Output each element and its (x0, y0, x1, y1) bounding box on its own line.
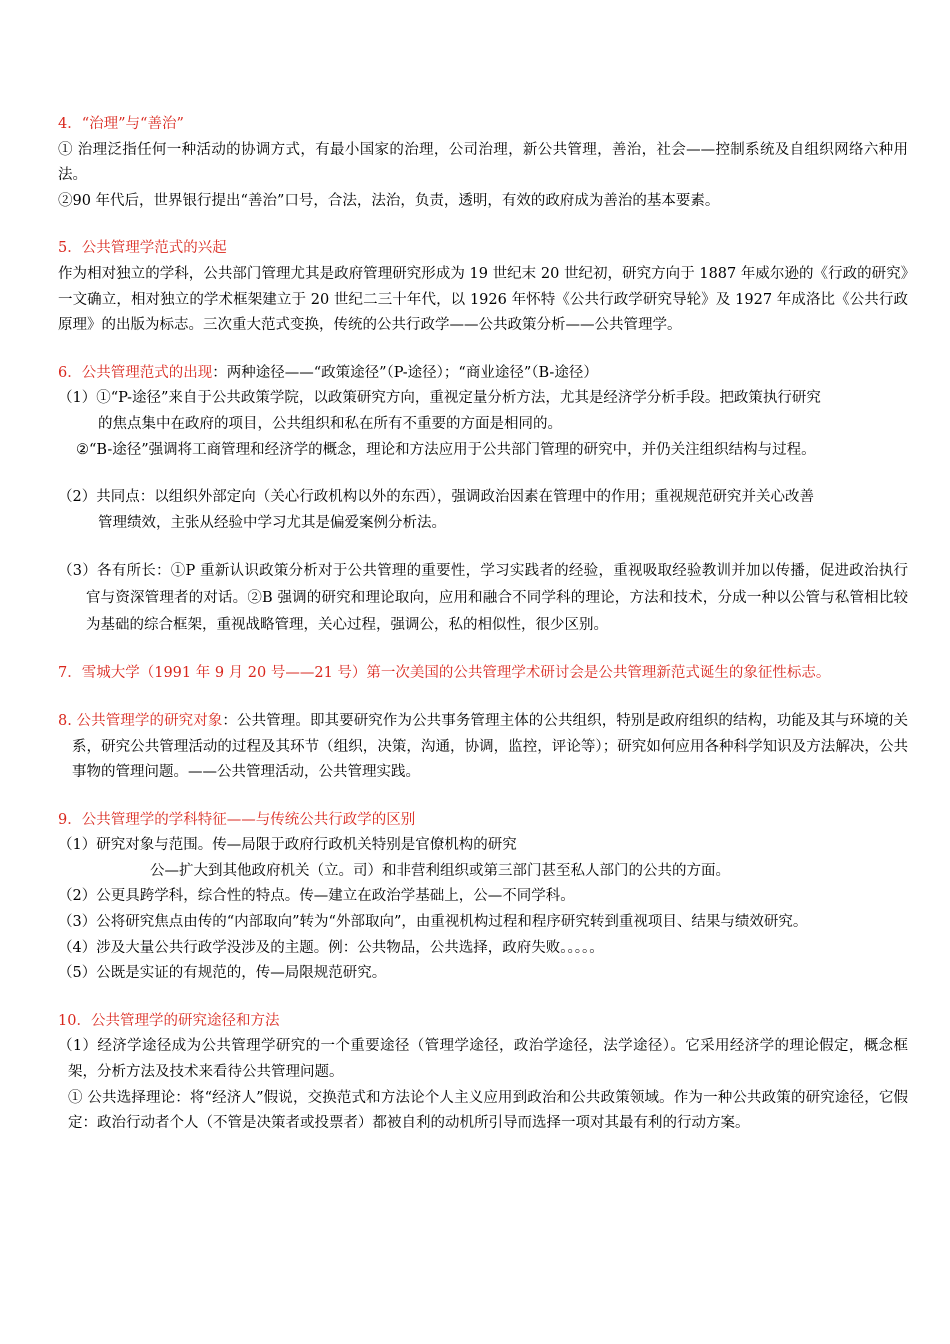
list-item: 公—扩大到其他政府机关（立。司）和非营利组织或第三部门甚至私人部门的公共的方面。 (150, 862, 730, 879)
paragraph: （1）①“P-途径”来自于公共政策学院，以政策研究方向，重视定量分析方法，尤其是经济学分析手段。把政策执行研究 (58, 390, 821, 407)
section-heading: 8. 公共管理学的研究对象 (58, 712, 223, 729)
paragraph: ②“B-途径”强调将工商管理和经济学的概念，理论和方法应用于公共部门管理的研究中，并仍关注组织结构与过程。 (76, 441, 816, 458)
paragraph (58, 709, 908, 786)
paragraph: 作为相对独立的学科，公共部门管理尤其是政府管理研究形成为 19 世纪末 20 世纪初，研究方向于 1887 年威尔逊的《行政的研究》一文确立，相对独立的学术框架建立于 20 世纪二三十年代，以 1926 年怀特《公共行政学研究导轮》及 1927 年成洛比《公共行政原理》的出版为标志。三次重大范式变换，传统的公共行政学——公共政策分析——公共管理学。 (58, 265, 908, 334)
paragraph: （3）各有所长：①P 重新认识政策分析对于公共管理的重要性，学习实践者的经验，重视吸取经验教训并加以传播，促进政治执行官与资深管理者的对话。②B 强调的研究和理论取向，应用和融合不同学科的理论，方法和技术，分成一种以公管与私管相比较为基础的综合框架，重视战略管理，关心过程，强调公，私的相似性，很少区别。 (58, 563, 908, 634)
section-heading: 7．雪城大学（1991 年 9 月 20 号——21 号）第一次美国的公共管理学术研讨会是公共管理新范式诞生的象征性标志。 (58, 665, 831, 682)
section-7 (58, 661, 908, 687)
paragraph: （2）共同点：以组织外部定向（关心行政机构以外的东西），强调政治因素在管理中的作用；重视规范研究并关心改善 (58, 489, 814, 506)
paragraph-continuation: 的焦点集中在政府的项目，公共组织和私在所有不重要的方面是相同的。 (98, 415, 562, 432)
list-item: （3）公将研究焦点由传的“内部取向”转为“外部取向”，由重视机构过程和程序研究转到重视项目、结果与绩效研究。 (58, 914, 808, 931)
section-5 (58, 236, 908, 338)
section-heading: 6．公共管理范式的出现 (58, 364, 213, 381)
section-heading-rest: ：公共管理。即其要研究作为公共事务管理主体的公共组织，特别是政府组织的结构，功能及其与环境的关系，研究公共管理活动的过程及其环节（组织，决策，沟通，协调，监控，评论等）；研究如何应用各种科学知识及方法解决，公共事物的管理问题。——公共管理活动，公共管理实践。 (72, 712, 908, 781)
list-item: （5）公既是实证的有规范的，传—局限规范研究。 (58, 965, 387, 982)
list-item: （4）涉及大量公共行政学没涉及的主题。例：公共物品，公共选择，政府失败。。。。。 (58, 939, 604, 956)
section-4 (58, 112, 908, 214)
section-8 (58, 709, 908, 786)
paragraph: ① 治理泛指任何一种活动的协调方式，有最小国家的治理，公司治理，新公共管理，善治，社会——控制系统及自组织网络六种用法。 (58, 141, 908, 184)
paragraph: （1）经济学途径成为公共管理学研究的一个重要途径（管理学途径，政治学途径，法学途径）。它采用经济学的理论假定，概念框架，分析方法及技术来看待公共管理问题。 (58, 1038, 908, 1081)
section-heading: 9．公共管理学的学科特征——与传统公共行政学的区别 (58, 811, 416, 828)
section-heading: 10．公共管理学的研究途径和方法 (58, 1012, 280, 1029)
section-9 (58, 808, 908, 987)
paragraph-continuation: 管理绩效，主张从经验中学习尤其是偏爱案例分析法。 (98, 514, 446, 531)
section-6 (58, 361, 908, 640)
list-item: （1）研究对象与范围。传—局限于政府行政机关特别是官僚机构的研究 (58, 837, 517, 854)
section-heading-line (58, 361, 908, 387)
section-heading-rest: ：两种途径——“政策途径”（P-途径）；“商业途径”（B-途径） (212, 364, 598, 381)
section-10 (58, 1009, 908, 1137)
section-heading: 4．“治理”与“善治” (58, 116, 184, 132)
section-heading: 5．公共管理学范式的兴起 (58, 240, 227, 257)
paragraph: ②90 年代后，世界银行提出“善治”口号，合法，法治，负责，透明，有效的政府成为善治的基本要素。 (58, 192, 720, 209)
list-item: （2）公更具跨学科，综合性的特点。传—建立在政治学基础上，公—不同学科。 (58, 888, 575, 905)
document-page (58, 112, 908, 1137)
paragraph: ① 公共选择理论：将“经济人”假说，交换范式和方法论个人主义应用到政治和公共政策领域。作为一种公共政策的研究途径，它假定：政治行动者个人（不管是决策者或投票者）都被自利的动机所引导而选择一项对其最有利的行动方案。 (68, 1089, 908, 1132)
